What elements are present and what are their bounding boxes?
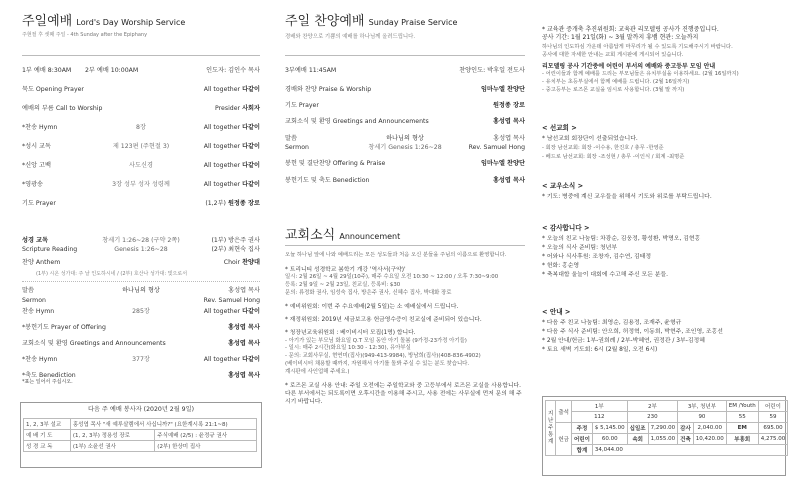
order-item-leader	[204, 142, 260, 151]
announcement-list	[285, 266, 525, 411]
scripture-reading-en: Scripture Reading Genesis 1:26~28 (2부) 최현숙 집사	[22, 246, 260, 253]
statistics-table	[545, 400, 788, 456]
announcement-heading: * 재정위원회: 2019년 세금보고용 헌금영수증이 친교실에 준비되어 있습니다.	[285, 316, 482, 323]
stat-cell: 4,275.00	[758, 434, 788, 445]
leader-name: 임마누엘 찬양단	[481, 86, 525, 93]
worship-title: 주일예배 Lord's Day Worship Service	[22, 14, 186, 29]
order-item	[22, 123, 260, 132]
stat-cell: 어린이	[571, 434, 592, 445]
education-sub-line: - 중고등부는 로즈몬 교실을 임시로 사용합니다. (3월 말 까지)	[542, 86, 685, 93]
leader-en: All together	[203, 124, 241, 131]
announcement-line: 문의: 류정화 권사, 임성숙 집사, 방은주 권사, 신혜수 집사, 박대화 장로	[285, 289, 452, 296]
stat-cell: 60.00	[592, 434, 627, 445]
order-item	[22, 199, 260, 208]
announcement-line: - 문의: 교회사무실, 현연미(집사)(949-413-9984), 방남희(집사)(408-836-4902)	[285, 353, 481, 360]
service-times: 1부 예배 8:30AM 2부 예배 10:00AM 인도자: 김인수 목사	[22, 67, 260, 74]
announcement-line: (베이비시터 채용할 때까지, 자원해서 아기를 돌봐 주실 수 있는 분도 찾습니다.	[285, 360, 470, 367]
next-week-cell: 홍성엽 목사 "새 예루살렘에서 사십니까?" (요한계시록 21:1~8)	[70, 419, 256, 430]
next-week-cell: 예 배 기 도	[24, 430, 71, 441]
announcement-item	[285, 303, 525, 311]
sermon: 말씀 하나님의 형상 홍성엽 목사	[22, 287, 260, 294]
next-week-row	[24, 419, 257, 430]
praise-time: 3부예배 11:45AM 찬양인도: 박후일 전도사	[285, 67, 525, 74]
order-item-label: *축도 Benediction	[22, 372, 76, 379]
leader-name: 임마누엘 찬양단	[481, 160, 525, 167]
order-item-label: 교회소식 및 환영 Greetings and Announcements	[22, 340, 166, 347]
order-item	[22, 142, 260, 151]
order-item	[22, 85, 260, 94]
stat-cell: 10,420.00	[693, 434, 726, 445]
offering-label: 헌금	[556, 423, 572, 456]
news-section	[542, 306, 787, 355]
next-week-table	[23, 418, 257, 452]
leader-name: 다같이	[242, 308, 260, 315]
stat-cell: 속회	[627, 434, 648, 445]
news-line: * 헌화: 홍순영	[542, 263, 580, 269]
praise-subtitle: 경배와 찬양으로 기쁨의 예배를 하나님께 올려드립니다.	[285, 34, 416, 40]
order-item-label: *봉헌기도 Prayer of Offering	[22, 324, 106, 331]
leader-name: 홍성엽 목사	[227, 324, 260, 331]
leader-en: All together	[203, 181, 241, 188]
order-item-label: 교회소식 및 환영 Greetings and Announcements	[285, 118, 429, 125]
order-item-label: 찬송 Hymn	[22, 308, 55, 315]
attendance-label: 출석	[556, 401, 572, 423]
order-item-leader	[481, 85, 525, 94]
leader-name: 홍성엽 목사	[492, 177, 525, 184]
news-line: * 기도: 병중에 계신 교우들을 위해서 기도와 위로를 부탁드립니다.	[542, 194, 712, 200]
education-building-notice	[542, 26, 787, 94]
order-item-label: *찬송 Hymn	[22, 356, 58, 363]
stat-cell: 34,044.00	[592, 445, 787, 456]
stat-cell: 59	[758, 412, 788, 423]
news-line: * 축복대합 울늘이 대회에 수고해 주신 모든 분들.	[542, 272, 669, 278]
leader-name: 홍성엽 목사	[227, 340, 260, 347]
sermon-en: Sermon Rev. Samuel Hong	[22, 297, 260, 304]
education-sub-title: 리모델링 공사 기간중에 어린이 부서의 예배와 중고등부 모임 안내	[542, 63, 716, 71]
news-line: * 2월 안내/헌금: 1부-권희례 / 2부-박혜연, 권정관 / 3부-김정혜	[542, 338, 705, 344]
order-item-leader	[228, 323, 260, 332]
stat-cell: 2부	[627, 401, 677, 412]
order-item-leader	[204, 123, 260, 132]
announcement-heading: * 트리니티 성경학교 봄학기 개강 '역사서(구약)'	[285, 267, 406, 273]
stat-cell: $ 5,145.00	[592, 423, 627, 434]
news-line: * 남선교회 회장단이 선출되었습니다.	[542, 136, 638, 142]
order-item-detail: 377장	[132, 356, 150, 363]
news-section-title: < 안내 >	[542, 308, 571, 316]
order-item	[285, 117, 525, 126]
announcement-item	[285, 266, 525, 298]
order-item-label: 봉헌기도 및 축도 Benediction	[285, 177, 370, 184]
news-sections	[542, 122, 787, 355]
news-section-title: < 선교회 >	[542, 124, 577, 132]
order-item-leader	[228, 371, 260, 380]
stat-cell: 어린이	[758, 401, 788, 412]
order-item-leader	[204, 85, 260, 94]
news-line: - 회장 남선교회: 회장 -이수용, 한진호 / 총무 -한영준	[542, 145, 664, 151]
announcement-line: 계시판에 사인업해 주세요.)	[285, 368, 350, 375]
announcement-item	[285, 316, 525, 324]
order-item-leader	[204, 180, 260, 189]
order-item	[22, 180, 260, 189]
order-item-leader	[493, 101, 525, 110]
leader-name: 다같이	[242, 162, 260, 169]
order-item-detail: 3장 성부 성자 성령께	[112, 181, 170, 188]
order-item-leader	[493, 117, 525, 126]
stats-side-label: 지난 주 통계	[546, 401, 556, 456]
order-item-label: *영광송	[22, 181, 44, 188]
order-item	[285, 159, 525, 168]
announcement-heading: * 예비위원회: 이번 주 수요예배(2월 5일)는 소 예배실에서 드립니다.	[285, 303, 459, 310]
order-item	[22, 161, 260, 170]
next-week-cell: (2부) 한상미 집사	[155, 441, 257, 452]
next-week-row	[24, 441, 257, 452]
stat-cell: 695.00	[758, 423, 788, 434]
leader-en: All together	[203, 308, 241, 315]
announcement-item	[285, 382, 525, 407]
stat-cell: 주정	[571, 423, 592, 434]
order-item-leader	[204, 161, 260, 170]
order-item-label: 예배의 부름 Call to Worship	[22, 105, 103, 112]
order-item-label: 기도 Prayer	[22, 200, 56, 207]
stat-cell: 230	[627, 412, 677, 423]
next-week-cell: 성 경 교 독	[24, 441, 71, 452]
leader-name: 다같이	[242, 356, 260, 363]
order-item-label: *신앙 고백	[22, 162, 51, 169]
stat-cell: 십일조	[627, 423, 648, 434]
leader-name: 다같이	[242, 86, 260, 93]
order-item	[285, 101, 525, 110]
leader-en: All together	[203, 162, 241, 169]
next-week-title: 다음 주 예배 봉사자 (2020년 2월 9일)	[88, 406, 194, 413]
announcement-line: - 아기가 있는 부모님 화요일 Q.T 모임 동안 아기 돌봄 (9가정-23가정 아기들)	[285, 337, 467, 344]
education-line: 하나님의 인도하심 가운데 아름답게 마무리가 될 수 있도록 기도해주시기 바랍니다.	[542, 43, 733, 50]
news-line: * 오늘의 식사 준비팀: 청년부	[542, 245, 618, 251]
news-section	[542, 122, 787, 162]
stat-cell: 3부, 청년부	[678, 401, 727, 412]
order-item-label: 묵도 Opening Prayer	[22, 86, 84, 93]
announcement-title: 교회소식 Announcement	[285, 228, 401, 243]
praise-sermon-en: Sermon 창세기 Genesis 1:26~28 Rev. Samuel Hong	[285, 144, 525, 151]
leader-en: All together	[203, 86, 241, 93]
next-week-row	[24, 430, 257, 441]
order-item-detail: 8장	[136, 124, 146, 131]
news-line: - 베드로 남선교회: 회장 -조성현 / 총무 -이인식 / 회계 -최명준	[542, 154, 685, 160]
next-week-cell: (1, 2, 3부) 정용성 장로	[70, 430, 154, 441]
news-line: * 다음 주 식사 준비팀: 안으희, 허정혁, 이동희, 박현주, 조인영, 조홍선	[542, 329, 723, 335]
order-item	[22, 339, 260, 348]
order-item-leader	[481, 159, 525, 168]
next-week-cell: (1부) 소윤선 권사	[70, 441, 154, 452]
announcement-line: 일시: 2월 26일 ~ 4월 29일(10주), 매주 수요일 오전 10:30 ~ 12:00 / 오후 7:30~9:00	[285, 274, 499, 281]
divider	[285, 245, 525, 246]
stat-cell: 감사	[678, 423, 694, 434]
stat-cell: 1부	[571, 401, 627, 412]
divider	[22, 281, 260, 282]
order-item-label: *성시 교독	[22, 143, 51, 150]
order-item-detail: 사도신경	[129, 162, 153, 169]
order-item-label: 기도 Prayer	[285, 102, 319, 109]
order-item-detail: 제 123편 (주현절 3)	[112, 143, 170, 150]
divider	[285, 55, 525, 56]
order-item	[285, 85, 525, 94]
announcement-heading: * 로즈몬 교실 사용 안내: 주일 오전에는 주일학교와 중 고등부에서 로즈몬 교실을 사용합니다. 다른 부서에서는 되도록이면 오후시간을 이용해 주시고, 사용 전에는 사무실에 먼저 문의 해 주시기 바랍니다.	[285, 382, 522, 406]
order-item-label: 경배와 찬양 Praise & Worship	[285, 86, 372, 93]
stat-cell: 112	[571, 412, 627, 423]
stat-cell: 55	[726, 412, 758, 423]
education-sub-line: - 어린이들과 함께 예배를 드리는 부모님들은 유치부실을 이용하세요. (2월 16일까지)	[542, 71, 739, 78]
order-item	[22, 371, 260, 380]
news-line: * 다음 주 친교 나눔팀: 최영순, 김용정, 조재주, 윤형규	[542, 320, 682, 326]
leader-name: 다같이	[242, 143, 260, 150]
education-line: * 교육관 증개축 추진위원회: 교육관 리모델링 공사가 진행중입니다.	[542, 26, 719, 33]
leader-en: Presider	[215, 105, 241, 112]
worship-subtitle: 주현절 후 셋째 주일 - 4th Sunday after the Epiphany	[22, 32, 148, 38]
leader-name: 사회자	[242, 105, 260, 112]
order-item	[285, 176, 525, 185]
announcement-line: 등록: 2월 9일 ~ 2월 23일, 친교실, 등록비: $30	[285, 282, 401, 289]
stand-note: *표는 일어서 주십시오.	[22, 379, 73, 385]
leader-en: (1,2부)	[205, 200, 226, 207]
news-section	[542, 222, 787, 280]
statistics-box	[542, 396, 786, 476]
news-line: * 토요 새벽 기도회: 6시 (2월 8일, 오전 6시)	[542, 347, 658, 353]
leader-en: All together	[203, 143, 241, 150]
order-item-label: *찬송 Hymn	[22, 124, 58, 131]
stat-cell: 1,055.00	[648, 434, 678, 445]
leader-name: 홍성엽 목사	[227, 372, 260, 379]
announcement-heading: * 청장년교육위원회 : 베이비시터 모집(1명) 합니다.	[285, 330, 416, 337]
praise-title: 주일 찬양예배 Sunday Praise Service	[285, 14, 458, 29]
announcement-item	[285, 329, 525, 376]
leader-name: 다같이	[242, 181, 260, 188]
news-section-title: < 감사합니다 >	[542, 224, 590, 232]
leader-name: 홍성엽 목사	[492, 118, 525, 125]
order-item-leader	[228, 339, 260, 348]
leader-name: 원정종 장로	[227, 200, 260, 207]
announcement-intro: 오늘 하나님 앞에 나와 예배드리는 모든 성도들과 처음 오신 분들을 주님의 이름으로 환영합니다.	[285, 252, 507, 258]
next-week-cell: 주식예배 (2/5) : 윤정규 권사	[155, 430, 257, 441]
next-week-cell: 1, 2, 3부 설교	[24, 419, 71, 430]
stat-cell: 합계	[571, 445, 592, 456]
scripture-reading: 성경 교독 창세기 1:26~28 (구약 2쪽) (1부) 방은주 권사	[22, 237, 260, 244]
divider	[22, 55, 260, 56]
order-item-leader	[493, 176, 525, 185]
news-line: * 어와나 식사후원: 조창자, 김수연, 김태정	[542, 254, 652, 260]
education-sub-line: - 유치부는 초등부실에서 함께 예배를 드립니다. (2월 16일까지)	[542, 79, 690, 86]
praise-sermon: 말씀 하나님의 형상 홍성엽 목사	[285, 135, 525, 142]
order-item-detail: 285장	[132, 308, 150, 315]
order-item-label: 봉헌 및 결단찬양 Offering & Praise	[285, 160, 386, 167]
news-line: * 오늘의 친교 나눔팀: 차광순, 김웅정, 황성환, 박명오, 김현홍	[542, 236, 701, 242]
stat-cell: EM	[726, 423, 758, 434]
anthem-note: (1부) 시온 성가대: 주 날 인도하시네 / (2부) 호산나 성가대: 빛으로서	[36, 271, 188, 277]
stat-cell: 2,040.00	[693, 423, 726, 434]
order-item-leader	[215, 104, 260, 113]
leader-name: 원정종 장로	[492, 102, 525, 109]
stat-cell: EM /Youth	[726, 401, 758, 412]
order-item-leader	[204, 307, 260, 316]
stat-cell: 부흥회	[726, 434, 758, 445]
announcement-line: - 일시: 매주 2시간(화요일 10:30 - 12:30), 유아부실	[285, 345, 411, 352]
stat-cell: 90	[678, 412, 727, 423]
order-item	[22, 104, 260, 113]
news-section	[542, 180, 787, 202]
order-item	[22, 323, 260, 332]
next-week-box	[20, 402, 262, 468]
order-item	[22, 355, 260, 364]
order-item	[22, 307, 260, 316]
stat-cell: 7,290.00	[648, 423, 678, 434]
leader-name: 다같이	[242, 124, 260, 131]
education-line: 공사에 대한 자세한 안내는 교회 게시판에 게시되어 있습니다.	[542, 51, 684, 58]
education-line: 공사 기간: 1월 21일(화) ~ 3월 말까지 휴뱀 현관: 오늘까지	[542, 34, 699, 42]
order-item-leader	[204, 355, 260, 364]
order-item-leader	[205, 199, 260, 208]
anthem: 찬양 Anthem Choir 찬양대	[22, 259, 260, 266]
stat-cell: 건축	[678, 434, 694, 445]
news-section-title: < 교우소식 >	[542, 182, 584, 190]
leader-en: All together	[203, 356, 241, 363]
